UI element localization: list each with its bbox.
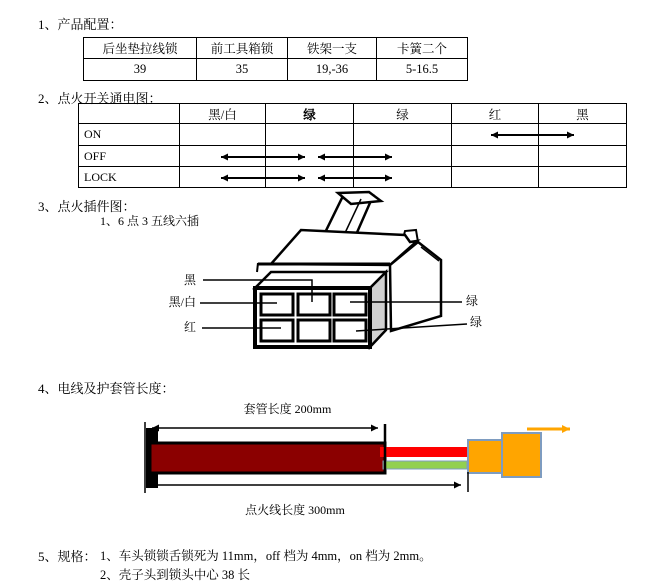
ignition-row-on (79, 124, 627, 146)
config-table-header-row (84, 38, 468, 59)
pinblock-top-face (255, 272, 386, 288)
ignition-header-cell: 黑 (539, 104, 627, 124)
section2-title: 2、点火开关通电图： (38, 91, 162, 106)
pin-slot (261, 320, 293, 341)
lever-bottom-flap (315, 247, 348, 261)
pinblock-front-face (255, 288, 370, 347)
ignition-table (78, 103, 627, 188)
pin-label-black-white: 黑/白 (168, 295, 196, 309)
lever-inner-line (337, 199, 361, 250)
leader-green-bottom (356, 324, 467, 331)
spec-line-2: 2、壳子头到锁头中心 38 长 (100, 568, 251, 582)
pin-label-black: 黑 (183, 273, 196, 287)
connector-drawing (200, 192, 467, 347)
section1-title: 1、产品配置： (38, 17, 123, 32)
pin-slot (298, 320, 330, 341)
housing-right-face (390, 242, 441, 331)
pinblock-side-face (370, 272, 386, 347)
config-value-cell: 39 (84, 59, 197, 81)
ignition-header-cell (79, 104, 180, 124)
housing-step-detail (404, 230, 418, 242)
pin-slot (334, 320, 366, 341)
pin-slot (334, 294, 366, 315)
wire-green (383, 461, 467, 469)
config-table-value-row (84, 59, 468, 81)
config-header-cell: 卡簧二个 (377, 38, 468, 59)
section5-title: 5、规格： (38, 549, 97, 564)
housing-top-face (271, 230, 417, 265)
housing-chamfer-line (421, 247, 439, 261)
wire-length-label: 点火线长度 300mm (245, 503, 345, 517)
wire-red (380, 447, 468, 457)
config-value-cell: 35 (197, 59, 288, 81)
ignition-row-label: LOCK (79, 167, 180, 188)
leader-black (203, 280, 312, 302)
config-table (83, 37, 468, 81)
sleeve-tube (150, 443, 385, 473)
ignition-row-label: OFF (79, 146, 180, 167)
ignition-row-off (79, 146, 627, 167)
terminal-large (502, 433, 541, 477)
ignition-header-cell: 绿 (266, 104, 354, 124)
config-value-cell: 19,-36 (288, 59, 377, 81)
ignition-row-label: ON (79, 124, 180, 146)
pin-slot (298, 294, 330, 315)
terminal-small (468, 440, 502, 473)
ignition-header-cell: 黑/白 (180, 104, 266, 124)
lever-strip (318, 196, 373, 253)
lever-top-cap (338, 192, 381, 204)
wire-diagram (145, 422, 570, 493)
config-header-cell: 后坐垫拉线锁 (84, 38, 197, 59)
label-leader-lines (200, 280, 467, 331)
pin-slot (261, 294, 293, 315)
housing-left-notch (257, 263, 258, 272)
pin-label-red: 红 (183, 320, 196, 334)
section4-title: 4、电线及护套管长度： (38, 381, 175, 396)
ignition-header-cell: 红 (452, 104, 539, 124)
section3-title: 3、点火插件图： (38, 199, 136, 214)
pin-label-green-bottom: 绿 (470, 315, 483, 329)
config-value-cell: 5-16.5 (377, 59, 468, 81)
sleeve-length-label: 套管长度 200mm (243, 402, 332, 416)
end-cap-black (146, 428, 158, 488)
config-header-cell: 铁架一支 (288, 38, 377, 59)
ignition-header-cell: 绿 (354, 104, 452, 124)
pin-label-green-top: 绿 (466, 294, 479, 308)
ignition-header-row (79, 104, 627, 124)
spec-line-1: 1、车头锁锁舌锁死为 11mm，off 档为 4mm，on 档为 2mm。 (100, 549, 432, 563)
connector-note: 1、6 点 3 五线六插 (100, 214, 200, 228)
config-header-cell: 前工具箱锁 (197, 38, 288, 59)
ignition-row-lock (79, 167, 627, 188)
